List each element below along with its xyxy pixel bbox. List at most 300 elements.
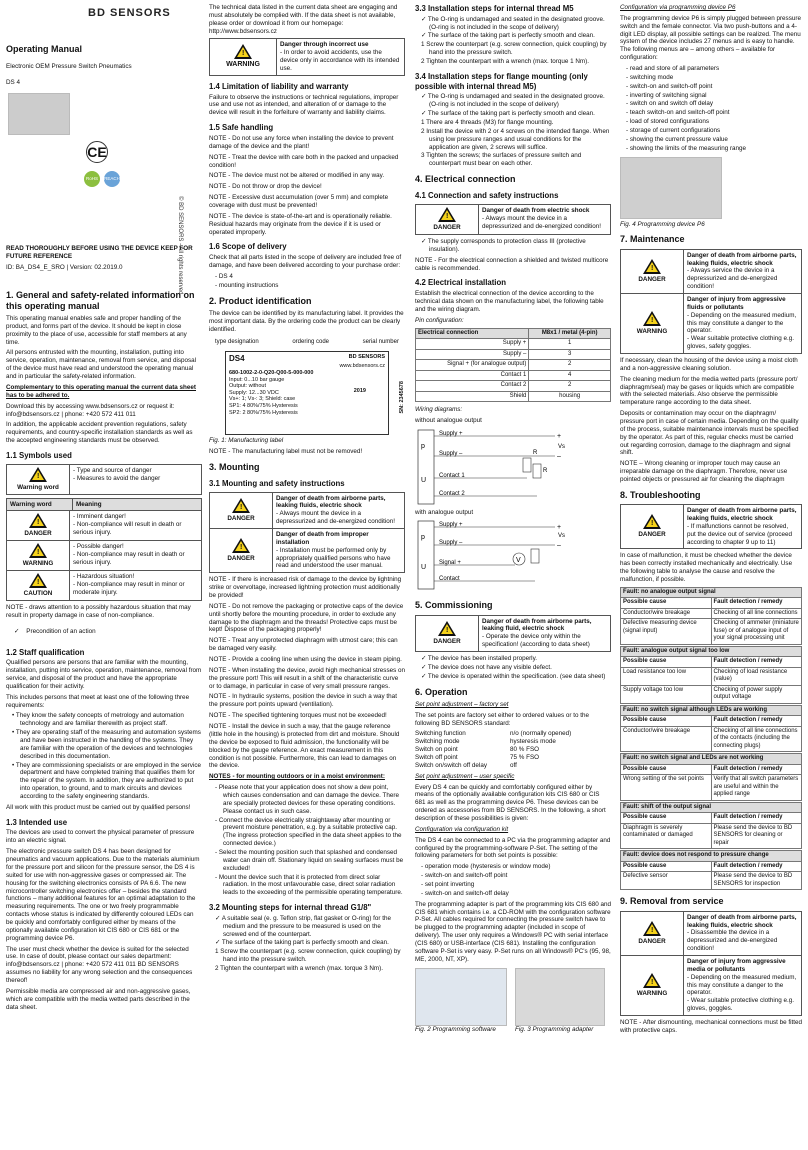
kit-i1: operation mode (hysteresis or window mode)	[424, 863, 551, 871]
precondition-def	[6, 628, 202, 636]
s12-p1: Qualified persons are persons that are familiar with the mounting, installation, putting into service, operation, maintenance, removal from service, and disposal of the product and have the appropriate qualification for their activity.	[6, 659, 202, 690]
warning-triangle-icon: !	[234, 44, 252, 59]
fault-title: Fault: shift of the output signal	[621, 802, 802, 813]
danger-label: DANGER	[638, 937, 666, 945]
warning-label: WARNING	[636, 990, 668, 998]
pin-row	[416, 339, 611, 350]
section-7-title: 7. Maintenance	[620, 234, 685, 245]
sym-desc1: Type and source of danger	[76, 466, 152, 474]
p6-item-text: read and store of all parameters	[629, 65, 720, 73]
lab-l5: SP1: 4 80%/75% Hysteresis	[229, 403, 298, 410]
remedy-header: Fault detection / remedy	[711, 813, 802, 824]
table-row	[621, 823, 802, 849]
commissioning-danger-box: ! DANGER Danger of death from airborne parts, leaking fluid, electric shock - Operate the device only within the specification! (according to data sheet)	[415, 615, 611, 652]
danger-label: DANGER	[433, 224, 461, 232]
m-w-t1: Depending on the measured medium, this may constitute a danger to the operator.	[687, 311, 797, 335]
pin-row	[416, 360, 611, 371]
product-photo	[8, 93, 70, 135]
section-5-title: 5. Commissioning	[415, 600, 493, 611]
s32-c2: The surface of the taking part is perfectly smooth and clean.	[221, 939, 389, 947]
s15-n4: NOTE - Do not throw or drop the device!	[209, 183, 322, 191]
warning-label: WARNING	[636, 328, 668, 336]
s42-p: Establish the electrical connection of the device according to the technical data shown on the manufacturing label, the following table and the wiring diagram.	[415, 290, 604, 313]
out3: Select the mounting position such that splashed and condensed water can drain off. Stationary liquid on sealing surfaces must be excluded!	[218, 848, 404, 872]
out2: Connect the device electrically straightaway after mounting or prevent moisture penetration, e.g. by a suitable protective cap. (The ingress protection specified in the data sheet applies to the connected device.)	[218, 816, 402, 848]
pin-cfg-label: Pin configuration:	[415, 316, 464, 324]
p6-item-text: switching mode	[629, 73, 674, 81]
wd1-c1: Contact 1	[439, 472, 465, 479]
table-row	[621, 667, 802, 685]
warning-label: WARNING	[226, 61, 260, 69]
fig2-caption: Fig. 2 Programming software	[415, 1025, 496, 1033]
wd2-sup-p: Supply +	[439, 522, 463, 529]
s12-b1: They know the safety concepts of metrology and automation technology and are familiar therewith as project staff.	[15, 712, 184, 728]
rights-notice: © BD SENSORS - All rights reserved	[177, 196, 183, 295]
danger-m2: Non-compliance will result in death or serious injury.	[73, 521, 182, 537]
s2-p: The device can be identified by its manufacturing label. It provides the most important data. By the ordering code the product can be clearly identified.	[209, 309, 404, 333]
wd2-sig: Signal +	[439, 560, 461, 567]
s16-i2: mounting instructions	[218, 281, 279, 289]
factory-setting-row	[415, 738, 611, 746]
remedy-header: Fault detection / remedy	[711, 716, 802, 727]
danger-label: DANGER	[638, 531, 666, 539]
p6-title: Configuration via programming device P6	[620, 4, 736, 11]
pin-signal: Supply +	[416, 339, 529, 350]
s15-n5: NOTE - Excessive dust accumulation (over 5 mm) and complete coverage with dust must be prevented!	[209, 194, 389, 209]
s13-p2: The electronic pressure switch DS 4 has been designed for pneumatics and vacuum applications. Due to the materials aluminium for the pressure port and silicon for the pressure sensor, the DS 4 is suited for use with non-aggressive gases or compressed air. The housing for the switching electronics consists of PA 6.6. The new microcontroller switching electronics offer – besides the standard functions – many additional features for an optimal adaptation to the measuring requirements. The one or two freely programmable contacts whose status is indicated by differently coloured LEDs can be quickly and comfortably configured either by means of the optionally available configuration kit CIS 680 or CIS 681 or the programming device P6.	[6, 848, 200, 942]
pin-signal: Supply –	[416, 349, 529, 360]
m-w-t2: Wear suitable protective clothing e.g. gloves, safety goggles.	[687, 335, 794, 351]
d2-text: Installation must be performed only by appropriately qualified persons who have read and understood the user manual.	[276, 546, 391, 570]
section-1-1-title: 1.1 Symbols used	[6, 450, 72, 460]
warning-triangle-icon: !	[438, 621, 456, 636]
fault-group	[620, 850, 802, 890]
reach-badge-icon: REACH	[104, 171, 120, 187]
caution-m2: Non-compliance may result in minor or moderate injury.	[73, 580, 185, 596]
s16-p: Check that all parts listed in the scope of delivery are included free of damage, and have been delivered according to your purchase order:	[209, 254, 402, 269]
section-1-6-title: 1.6 Scope of delivery	[209, 242, 287, 252]
s34-c2: The surface of the taking part is perfectly smooth and clean.	[427, 110, 595, 118]
warning-box-incorrect-use: ! WARNING Danger through incorrect use - In order to avoid accidents, use the device only in accordance with its intended use.	[209, 38, 405, 75]
s33-c2: The surface of the taking part is perfectly smooth and clean.	[427, 32, 595, 40]
svg-text:U: U	[421, 564, 427, 572]
s5-c1: The device has been installed properly.	[427, 655, 538, 663]
rohs-badge-icon: RoHS	[84, 171, 100, 187]
lbl-serial: serial number	[362, 339, 399, 346]
pin-number: 1	[529, 339, 611, 350]
mounting-danger-box: ! DANGER Danger of death from airborne parts, leaking fluids, electric shock - Always mount the device in a depressurized and de-energized condition! ! DANGER Danger of death from improper installation - Installation must be performed only by appropriately qualified persons who have read and understood the user manual.	[209, 492, 405, 574]
cause-header: Possible cause	[621, 598, 712, 609]
notes-title: NOTES - for mounting outdoors or in a moist environment:	[209, 773, 385, 781]
fault-title: Fault: analogue output signal too low	[621, 646, 802, 657]
fault-title: Fault: no switch signal and LEDs are not working	[621, 754, 802, 765]
sp-user: Set point adjustment – user specific	[415, 772, 515, 780]
section-3-3-title: 3.3 Installation steps for internal thread M5	[415, 4, 574, 13]
sp-fact-p: The set points are factory set either to ordered values or to the following BD SENSORS standard:	[415, 711, 589, 727]
section-4-title: 4. Electrical connection	[415, 174, 516, 185]
t-title: Danger of death from airborne parts, leaking fluids, electric shock	[687, 507, 797, 523]
warning-triangle-icon: !	[643, 973, 661, 988]
p6-p1: The programming device P6 is simply plugged between pressure switch and the female connector. Via two push-buttons and a 4-digit LED display, all possible settings can be realized. The menu system of the device includes 27 menus and is easy to handle. The following menus are – among others – available for configuration:	[620, 14, 801, 62]
s32-s2: Tighten the counterpart with a wrench (max. torque 3 Nm).	[220, 965, 383, 972]
fig4-caption: Fig. 4 Programming device P6	[620, 220, 705, 228]
fault-cause: Defective sensor	[621, 872, 712, 890]
list-item: - showing the limits of the measuring range	[626, 144, 747, 152]
remedy-header: Fault detection / remedy	[711, 861, 802, 872]
w-text: In order to avoid accidents, use the device only in accordance with its intended use.	[280, 49, 400, 73]
fault-group	[620, 646, 802, 704]
remedy-header: Fault detection / remedy	[711, 657, 802, 668]
s12-p2: This includes persons that meet at least one of the following three requirements:	[6, 693, 190, 709]
sym-desc2: Measures to avoid the danger	[76, 474, 161, 482]
warning-triangle-icon: !	[438, 207, 456, 222]
s1-p4: In addition, the applicable accident prevention regulations, safety requirements, and country-specific installation standards as well as the accepted engineering standards must be observed.	[6, 421, 193, 445]
fault-title: Fault: no analogue output signal	[621, 587, 802, 598]
pin-row	[416, 349, 611, 360]
m-w-title: Danger of injury from aggressive fluids or pollutants	[687, 296, 786, 311]
section-1-4-title: 1.4 Limitation of liability and warranty	[209, 81, 349, 91]
pin-table	[415, 328, 611, 403]
p6-item-text: load of stored configurations	[629, 118, 709, 126]
warning-triangle-icon: !	[643, 921, 661, 936]
out1: Please note that your application does not show a dew point, which causes condensation and can damage the device. There are specially protected devices for these operating conditions. Please contact us in such case.	[218, 784, 399, 815]
kit-i2: switch-on and switch-off point	[424, 872, 508, 880]
s32-s1: Screw the counterpart (e.g. screw connection, quick coupling) by hand into the pressure switch.	[220, 948, 401, 964]
fault-cause: Defective measuring device (signal input)	[621, 619, 712, 645]
fault-cause: Conductor/wire breakage	[621, 726, 712, 752]
lab-code: 680-1002-2-0-Q20-Q00-5-000-000	[229, 370, 314, 377]
list-item: - switching mode	[626, 73, 674, 81]
doc-subtitle: Electronic OEM Pressure Switch Pneumatics	[6, 63, 132, 71]
svg-text:V: V	[516, 557, 521, 565]
fault-remedy: Checking of all line connections	[711, 608, 802, 619]
setting-key: Switch on point	[415, 746, 458, 754]
pin-h1: Electrical connection	[416, 328, 529, 339]
lbl-code: ordering code	[292, 339, 330, 346]
danger-m1: Imminent danger!	[76, 513, 126, 521]
section-2-title: 2. Product identification	[209, 295, 312, 306]
fault-remedy: Checking of load resistance (value)	[711, 667, 802, 685]
out4: Mount the device such that it is protected from direct solar radiation. In the most unfavourable case, direct solar radiation leads to the exceeding of the permissible operating temperature.	[218, 873, 403, 897]
pin-h2: M8x1 / metal (4-pin)	[529, 328, 611, 339]
s2-note: NOTE - The manufacturing label must not be removed!	[209, 447, 363, 455]
maintenance-danger-box: ! DANGER Danger of death from airborne parts, leaking fluids, electric shock - Always service the device in a depressurized and de-energized condition! ! WARNING Danger of injury from aggressive fluids or pollutants - Depending on the measured medium, this may constitute a danger to the operator. - Wear suitable protective clothing e.g. gloves, safety goggles.	[620, 249, 802, 354]
fault-group	[620, 802, 802, 850]
table-row	[621, 775, 802, 801]
svg-text:p: p	[421, 534, 425, 542]
warning-triangle-icon: !	[643, 311, 661, 326]
p6-item-text: showing the current pressure value	[629, 135, 728, 143]
d-title: Danger of death from electric shock	[482, 207, 590, 215]
s34-s3: Tighten the screws; the surfaces of pressure switch and counterpart must bear on each other.	[426, 152, 582, 168]
section-1-2-title: 1.2 Staff qualification	[6, 647, 85, 657]
s15-n1: NOTE - Do not use any force when installing the device to prevent damage of the device and the plant!	[209, 134, 394, 150]
remedy-header: Fault detection / remedy	[711, 764, 802, 775]
pin-signal: Shield	[416, 391, 529, 402]
s32-c1: A suitable seal (e. g. Teflon strip, flat gasket or O-ring) for the medium and the pressure to be measured is used on the screwed end of the counterpart.	[221, 914, 391, 938]
kit-i4: switch-on and switch-off delay	[424, 889, 509, 897]
warning-triangle-icon: !	[232, 498, 250, 513]
caution-label: CAUTION	[23, 590, 53, 598]
setting-key: Switch off point	[415, 754, 458, 762]
setting-value: 80 % FSO	[510, 746, 540, 754]
wd2-sup-m: Supply –	[439, 540, 463, 547]
wiring-label: Wiring diagrams:	[415, 406, 463, 414]
fault-group	[620, 587, 802, 645]
s33-c1: The O-ring is undamaged and seated in the designated groove. (O-ring is not included in the scope of delivery)	[427, 15, 605, 31]
fault-title: Fault: device does not respond to pressure change	[621, 851, 802, 862]
cause-header: Possible cause	[621, 861, 712, 872]
wiring-diagram-2	[415, 519, 575, 591]
pin-number: 3	[529, 349, 611, 360]
pin-number: 4	[529, 370, 611, 381]
warning-triangle-icon: !	[643, 259, 661, 274]
list-item: - showing the current pressure value	[626, 135, 728, 143]
d-text: Always mount the device in a depressurized and de-energized condition!	[482, 214, 602, 230]
danger-label: DANGER	[227, 555, 255, 563]
setting-value: off	[510, 761, 517, 769]
s5-c2: The device does not have any visible defect.	[427, 663, 552, 671]
s34-s1: There are 4 threads (M3) for flange mounting.	[426, 118, 554, 126]
s16-i1: DS 4	[218, 272, 233, 280]
lab-l6: SP2: 2 80%/75% Hysteresis	[229, 409, 298, 416]
lab-l4: Vs+: 1; Vs-: 3; Shield: case	[229, 396, 296, 403]
r-w-t1: Depending on the measured medium, this may constitute a danger to the operator.	[687, 973, 797, 997]
fault-cause: Load resistance too low	[621, 667, 712, 685]
section-1-3-title: 1.3 Intended use	[6, 817, 68, 827]
table-row	[621, 608, 802, 619]
n5: NOTE - When installing the device, avoid high mechanical stresses on the pressure port! This will result in a shift of the characteristic curve or to damage, in particular in case of very small pressure ranges.	[209, 666, 405, 690]
lab-year: 2019	[353, 387, 366, 394]
pin-signal: Signal + (for analogue output)	[416, 360, 529, 371]
kit-p2: The programming adapter is part of the programming kits CIS 680 and CIS 681 which contains i.e. a CD-ROM with the configuration software P-Set. All cables required for connecting the pressure switch have to be plugged to the programming adapter (included in scope of delivery). The user only requires a Windows® PC with serial interface (CIS 680) or USB-interface (CIS 681). Installing the configuration software P-Set is very easy. P-Set runs on all Windows® PC's (95, 98, ME, 2000, NT, XP).	[415, 900, 611, 963]
electric-danger-box: ! DANGER Danger of death from electric shock - Always mount the device in a depressurized and de-energized condition!	[415, 204, 611, 235]
s1-bold: Complementary to this operating manual the current data sheet has to be adhered to.	[6, 383, 196, 399]
fault-cause: Conductor/wire breakage	[621, 608, 712, 619]
s15-n6: NOTE - The device is state-of-the-art and is operationally reliable. Residual hazards may originate from the device if it is used or operated improperly.	[209, 212, 392, 236]
s15-n2: NOTE - Treat the device with care both in the packed and unpacked condition!	[209, 153, 399, 169]
lab-model: DS4	[229, 353, 245, 363]
n1: NOTE - If there is increased risk of damage to the device by lightning strike or overvoltage, increased lightning protection must additionally be provided!	[209, 576, 402, 600]
s13-p1: The devices are used to convert the physical parameter of pressure into an electric signal.	[6, 829, 195, 845]
wd1-c2: Contact 2	[439, 490, 465, 497]
remedy-header: Fault detection / remedy	[711, 598, 802, 609]
warning-m2: Non-compliance may result in death or serious injury.	[73, 551, 185, 566]
list-item: - read and store of all parameters	[626, 65, 720, 73]
p6-item-text: storage of current configurations	[629, 127, 721, 135]
warning-label: WARNING	[22, 560, 54, 568]
n3: NOTE - Treat any unprotected diaphragm with utmost care; this can be damaged very easily.	[209, 637, 398, 653]
ce-mark-icon: CE	[86, 141, 108, 163]
p6-menu-list	[620, 65, 802, 153]
s15-n3: NOTE - The device must not be altered or modified in any way.	[209, 172, 385, 180]
c2-p1: The technical data listed in the current data sheet are engaging and must absolutely be complied with. If the data sheet is not available, please order or download it from our homepage: http://www.bdsensors.cz	[209, 4, 398, 35]
warning-triangle-icon: !	[29, 543, 47, 558]
svg-text:R: R	[533, 449, 538, 456]
column-1	[6, 26, 202, 1014]
doc-model: DS 4	[6, 79, 20, 87]
n7: NOTE - The specified tightening torques must not be exceeded!	[209, 712, 387, 720]
warning-m1: Possible danger!	[76, 543, 124, 551]
lab-l1: Input: 0...10 bar gauge	[229, 376, 285, 383]
list-item: - switch on and switch off delay	[626, 100, 714, 108]
pin-signal: Contact 1	[416, 370, 529, 381]
d1-title: Danger of death from airborne parts, leaking fluids, electric shock	[276, 494, 386, 510]
signal-word-table: Warning word Meaning ! DANGER - Imminent danger! - Non-compliance will result in death or serious injury. ! WARNING - Possible danger! - Non-compliance may result in death or serious injury. ! CAUTION - Hazardous situation! - Non-compliance may result in minor or moderate injury.	[6, 498, 202, 601]
column-4	[620, 4, 802, 1038]
section-8-title: 8. Troubleshooting	[620, 489, 701, 500]
t-text: If malfunctions cannot be resolved, put the device out of service (proceed according to chapter 9 up to 11)	[687, 522, 793, 546]
s41-n: NOTE - For the electrical connection a shielded and twisted multicore cable is recommended.	[415, 256, 609, 272]
list-item: - storage of current configurations	[626, 127, 721, 135]
cause-header: Possible cause	[621, 813, 712, 824]
troubleshooting-danger-box: ! DANGER Danger of death from airborne parts, leaking fluids, electric shock - If malfunctions cannot be resolved, put the device out of service (proceed according to chapter 9 up to 11)	[620, 504, 802, 549]
s34-s2: Install the device with 2 or 4 screws on the intended flange. When using low pressure ranges and usual conditions for the application are given, 2 screws will suffice.	[426, 127, 610, 151]
r-w-title: Danger of injury from aggressive media or pollutants	[687, 957, 786, 973]
section-3-1-title: 3.1 Mounting and safety instructions	[209, 478, 345, 488]
lab-l2: Output: without	[229, 383, 266, 390]
s8-p: In case of malfunction, it must be checked whether the device has been correctly installed mechanically and electrically. Use the following table to analyse the cause and resolve the malfunction, if possible.	[620, 552, 793, 584]
c-title: Danger of death from airborne parts, leaking fluid, electric shock	[482, 617, 592, 633]
section-6-title: 6. Operation	[415, 686, 468, 697]
pin-row	[416, 370, 611, 381]
s34-c1: The O-ring is undamaged and seated in the designated groove. (O-ring is not included in the scope of delivery)	[427, 93, 605, 109]
cause-header: Possible cause	[621, 764, 712, 775]
note-def: NOTE - draws attention to a possibly hazardous situation that may result in property damage in case of non-compliance.	[6, 603, 191, 619]
tbl-h2: Meaning	[76, 500, 102, 508]
cert-area	[6, 135, 202, 245]
wd1-sup-p: Supply +	[439, 430, 463, 437]
factory-setting-row	[415, 754, 611, 762]
fault-cause: Wrong setting of the set points	[621, 775, 712, 801]
setting-value: 75 % FSO	[510, 754, 540, 762]
list-item: - load of stored configurations	[626, 118, 709, 126]
setting-value: hysteresis mode	[510, 738, 556, 746]
tbl-h1: Warning word	[7, 499, 73, 511]
p6-item-text: showing the limits of the measuring range	[629, 144, 747, 152]
s7-p2: The cleaning medium for the media wetted parts (pressure port/ diaphragm/seal) may be gases or liquids which are compatible with the selected materials. Also observe the permissible temperature range according to the data sheet.	[620, 375, 798, 407]
s13-p4: Permissible media are compressed air and non-aggressive gases, which are compatible with the media wetted parts described in the data sheet.	[6, 987, 191, 1011]
table-row	[621, 872, 802, 890]
sp-fact: Set point adjustment – factory set	[415, 700, 509, 708]
wiring-noao-label: without analogue output	[415, 416, 482, 424]
factory-setting-row	[415, 730, 611, 738]
d1-text: Always mount the device in a depressurized and de-energized condition!	[276, 510, 396, 526]
section-3-2-title: 3.2 Mounting steps for internal thread G1/8"	[209, 903, 372, 913]
s13-p3: The user must check whether the device is suited for the selected use. In case of doubt, please contact our sales department: info@bdsensors.cz | phone: +420 572 411 011 BD SENSORS assumes no liability for any wrong selection and the consequences thereof!	[6, 945, 193, 984]
section-3-4-title: 3.4 Installation steps for flange mounting (only possible with internal thread M5)	[415, 71, 588, 91]
s9-n: NOTE - After dismounting, mechanical connections must be fitted with protective caps.	[620, 1018, 802, 1034]
factory-setting-row	[415, 762, 611, 770]
software-screenshot	[415, 968, 507, 1026]
list-item: - inverting of switching signal	[626, 91, 707, 99]
s12-b3: They are commissioning specialists or are employed in the service department and have completed training that qualifies them for the repair of the system. In addition, they are authorized to put into operation, to ground, and to mark circuits and devices according to the safety engineering standards.	[15, 761, 201, 801]
svg-text:+: +	[557, 524, 562, 532]
s41-c1: The supply corresponds to protection class III (protective insulation).	[427, 237, 586, 253]
svg-text:U: U	[421, 476, 427, 484]
fault-table	[620, 587, 802, 891]
wiring-diagram-1	[415, 428, 575, 506]
pin-number: 2	[529, 381, 611, 392]
table-row	[621, 619, 802, 645]
pin-number: housing	[529, 391, 611, 402]
p6-photo	[620, 157, 722, 219]
wd1-sup-m: Supply –	[439, 450, 463, 457]
fault-remedy: Checking of power supply output voltage	[711, 685, 802, 703]
table-row	[621, 726, 802, 752]
s14-p: Failure to observe the instructions or technical regulations, improper use and use not as intended, and alteration of or damage to the device will result in the forfeiture of warranty and liability claims.	[209, 93, 399, 117]
doc-title: Operating Manual	[6, 44, 83, 54]
column-2: The technical data listed in the current data sheet are engaging and must absolutely be complied with. If the data sheet is not available, please order or download it from our homepage: http://www.bdsensors.cz ! WARNING Danger through incorrect use - In order to avoid accidents, use the device only in accordance with its intended use. 1.4 Limitation of liability and warranty Failure to observe the instructions or technical regulations, improper use and use not as intended, and alteration of or damage to the device will result in the forfeiture of warranty and liability claims. 1.5 Safe handling NOTE - Do not use any force when installing the device to prevent damage of the device and the plant! NOTE - Treat the device with care both in the packed and unpacked condition! NOTE - The device must not be altered or modified in any way. NOTE - Do not throw or drop the device! NOTE - Excessive dust accumulation (over 5 mm) and complete coverage with dust must be prevented! NOTE - The device is state-of-the-art and is operationally reliable. Residual hazards may originate from the device if it is used or operated improperly. 1.6 Scope of delivery Check that all parts listed in the scope of delivery are included free of damage, and have been delivered according to your purchase order: - DS 4 - mounting instructions 2. Product identification The device can be identified by its manufacturing label. It provides the most important data. By the ordering code the product can be clearly identified. type designation ordering code serial number DS4 BD SENSORS www.bdsensors.cz 680-1002-2-0-Q20-Q00-5-000-000 Input: 0...10 bar gauge Output: without Supply: 12...30 VDC Vs+: 1; Vs-: 3; Shield: case SP1: 4 80%/75% Hysteresis SP2: 2 80%/75% Hysteresis 2019 SN: 2345678 Fig. 1: Manufacturing label NOTE - The manufacturing label must not be removed! 3. Mounting 3.1 Mounting and safety instructions ! DANGER Danger of death from airborne parts, leaking fluids, electric shock - Always mount the device in a depressurized and de-energized condition! ! DANGER Danger of death from improper installation - Installation must be performed only by appropriately qualified persons who have read and understood the user manual. NOTE - If there is increased risk of damage to the device by lightning strike or overvoltage, increased lightning protection must additionally be provided! NOTE - Do not remove the packaging or protective caps of the device until shortly before the mounting procedure, in order to exclude any damage to the diaphragm and the threads! Protective caps must be kept! Dispose of the packaging properly! NOTE - Treat any unprotected diaphragm with utmost care; this can be damaged very easily. NOTE - Provide a cooling line when using the device in steam piping. NOTE - When installing the device, avoid high mechanical stresses on the pressure port! This will result in a shift of the characteristic curve or to damage, in particular in case of very small pressure ranges. NOTE - In hydraulic systems, position the device in such a way that the pressure port points upward (ventilation). NOTE - The specified tightening torques must not be exceeded! NOTE - Install the device in such a way, that the gauge reference (little hole in the housing) is protected from dirt and moisture. Should the device be exposed to fluid admission, the functionality will be blocked by the gauge reference. An exact measurement in this condition is not possible. Furthermore, this can lead to damages on the device. NOTES - for mounting outdoors or in a moist environment: - Please note that your application does not show a dew point, which causes condensation and can damage the device. There are specially protected devices for these operating conditions. Please contact us in such case. - Connect the device electrically straightaway after mounting or prevent moisture penetration, e.g. by a suitable protective cap. (The ingress protection specified in the data sheet applies to the connected device.) - Select the mounting position such that splashed and condensed water can drain off. Stationary liquid on sealing surfaces must be excluded! - Mount the device such that it is protected from direct solar radiation. In the most unfavourable case, direct solar radiation leads to the exceeding of the permissible operating temperature. 3.2 Mounting steps for internal thread G1/8" ✓ A suitable seal (e. g. Teflon strip, flat gasket or O-ring) for the medium and the pressure to be measured is used on the screwed end of the counterpart. ✓ The surface of the taking part is perfectly smooth and clean. 1 Screw the counterpart (e.g. screw connection, quick coupling) by hand into the pressure switch. 2 Tighten the counterpart with a wrench (max. torque 3 Nm).	[209, 4, 405, 972]
s33-s1: Screw the counterpart (e.g. screw connection, quick coupling) by hand into the pressure switch.	[426, 41, 607, 57]
section-1-title: 1. General and safety-related information on this operating manual	[6, 289, 195, 311]
setting-value: n/o (normally opened)	[510, 730, 572, 738]
warning-triangle-icon: !	[29, 513, 47, 528]
setting-key: Switching mode	[415, 738, 460, 746]
wd2-contact: Contact	[439, 576, 460, 583]
list-item: - switch-on and switch-off point	[626, 82, 713, 90]
fault-remedy: Checking of ammeter (miniature fuse) or of analogue input of your signal processing unit	[711, 619, 802, 645]
s12-p3: All work with this product must be carried out by qualified persons!	[6, 803, 191, 811]
n6: NOTE - In hydraulic systems, position the device in such a way that the pressure port points upward (ventilation).	[209, 693, 397, 709]
fault-group	[620, 753, 802, 801]
fig1-caption: Fig. 1: Manufacturing label	[209, 436, 284, 444]
fault-remedy: Please send the device to BD SENSORS for cleaning or repair	[711, 823, 802, 849]
p6-item-text: switch on and switch off delay	[629, 100, 714, 108]
factory-setting-row	[415, 746, 611, 754]
figure-row	[415, 968, 611, 1037]
wiring-ao-label: with analogue output	[415, 508, 474, 516]
d2-title: Danger of death from improper installation	[276, 531, 369, 546]
n2: NOTE - Do not remove the packaging or protective caps of the device until shortly before the mounting procedure, in order to exclude any damage to the diaphragm and the threads! Protective caps must be kept! Dispose of the packaging properly!	[209, 602, 404, 634]
m-d-title: Danger of death from airborne parts, leaking fluids, electric shock	[687, 251, 797, 267]
s12-b2: They are operating staff of the measuring and automation systems and have been instructed in the handling of the systems. They are familiar with the operation of the devices and technologies described in this documentation.	[15, 729, 201, 760]
danger-label: DANGER	[433, 637, 461, 645]
brand-logo: BD SENSORS	[88, 7, 171, 19]
adapter-photo	[515, 968, 605, 1026]
lab-web: www.bdsensors.cz	[339, 363, 385, 370]
warning-word-label: Warning word	[17, 483, 59, 491]
doc-id: ID: BA_DS4_E_SRO | Version: 02.2019.0	[6, 263, 123, 271]
n4: NOTE - Provide a cooling line when using the device in steam piping.	[209, 656, 402, 664]
fault-remedy: Verify that all switch parameters are useful and within the applied range	[711, 775, 802, 801]
kit-i3: set point inverting	[424, 881, 475, 889]
fault-cause: Supply voltage too low	[621, 685, 712, 703]
c-text: Operate the device only within the specification! (according to data sheet)	[482, 633, 590, 649]
svg-text:+: +	[557, 432, 562, 440]
sp-user-p: Every DS 4 can be quickly and comfortably configured either by means of the optionally available configuration kits CIS 680 or CIS 681 as well as the programming device P6. These devices can be ordered as accessories from BD SENSORS. In the following, a short description of these possibilities is given:	[415, 783, 606, 823]
section-3-title: 3. Mounting	[209, 461, 260, 472]
table-row	[621, 685, 802, 703]
r-w-t2: Wear suitable protective clothing e.g. gloves, goggles.	[687, 997, 794, 1013]
caution-m1: Hazardous situation!	[76, 573, 135, 581]
lab-l3: Supply: 12...30 VDC	[229, 389, 279, 396]
svg-text:p: p	[421, 442, 425, 450]
warning-triangle-icon: !	[29, 573, 47, 588]
pin-row	[416, 381, 611, 392]
fault-remedy: Checking of all line connections of the contacts (including the connecting plugs)	[711, 726, 802, 752]
label-callouts	[209, 339, 405, 347]
s5-c3: The device is operated within the specification. (see data sheet)	[427, 672, 606, 680]
manufacturing-label	[225, 351, 405, 435]
fig3-caption: Fig. 3 Programming adapter	[515, 1025, 594, 1033]
fault-cause: Diaphragm is severely contaminated or damaged	[621, 823, 712, 849]
qualification-list: • They know the safety concepts of metrology and automation technology and are familiar therewith as project staff. • They are operating staff of the measuring and automation systems and have been instructed in the handling of the systems. They are familiar with the operation of the devices and technologies described in this documentation. • They are commissioning specialists or are employed in the service department and have completed training that qualifies them for the repair of the system. In addition, they are authorized to put into operation, to ground, and to mark circuits and devices according to the safety engineering standards.	[12, 712, 201, 801]
s7-p1: If necessary, clean the housing of the device using a moist cloth and a non-aggressive cleaning solution.	[620, 357, 798, 372]
section-4-2-title: 4.2 Electrical installation	[415, 278, 507, 288]
p6-item-text: inverting of switching signal	[629, 91, 707, 99]
fault-remedy: Please send the device to BD SENSORS for inspection	[711, 872, 802, 890]
